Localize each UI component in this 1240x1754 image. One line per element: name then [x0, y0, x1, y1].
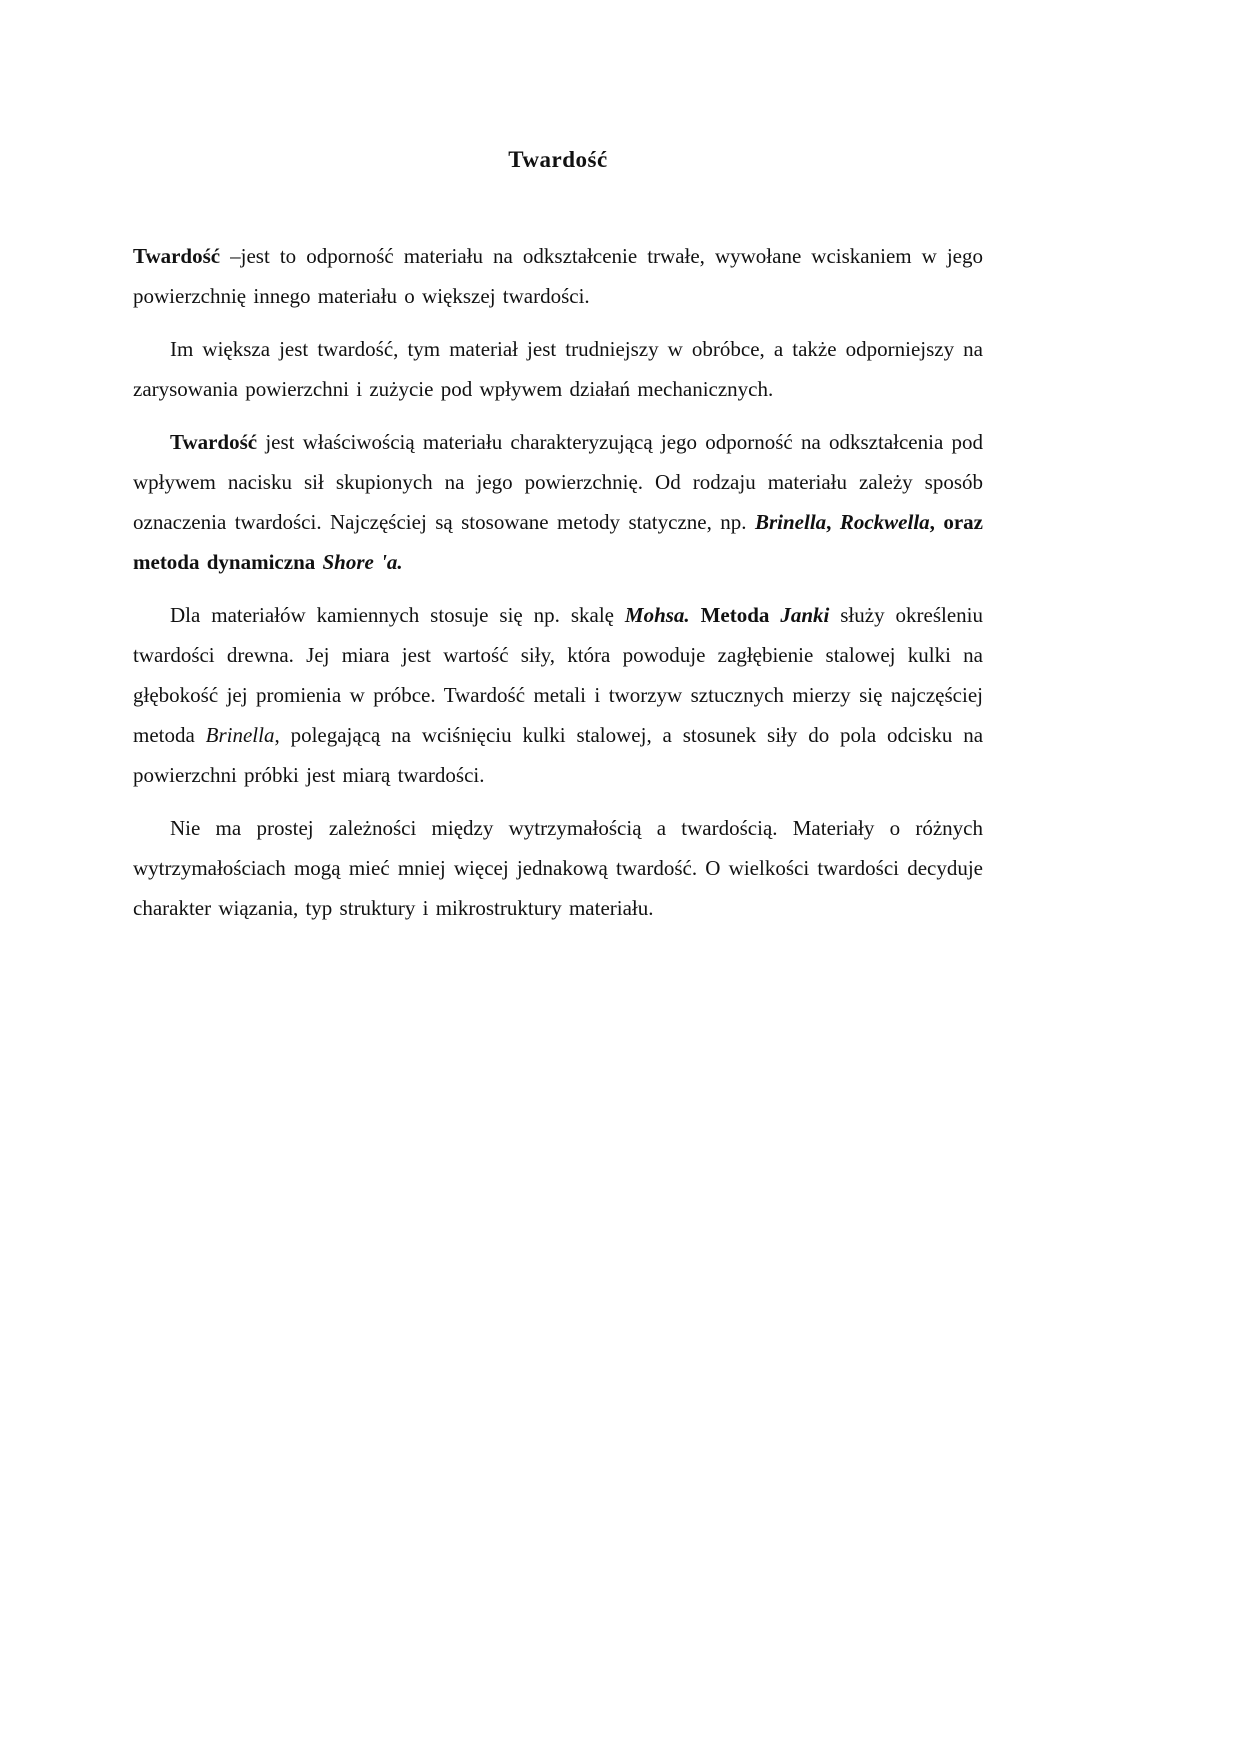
text-run: –jest to odporność materiału na odkształcenie trwałe, wywołane wciskaniem w jego powierzchnię innego materiału o większej twardości.: [133, 244, 983, 308]
text-run: Im większa jest twardość, tym materiał jest trudniejszy w obróbce, a także odporniejszy na zarysowania powierzchni i zużycie pod wpływem działań mechanicznych.: [133, 337, 983, 401]
paragraph: [133, 595, 983, 795]
text-run: Janki: [780, 603, 830, 627]
text-run: Mohsa.: [624, 603, 690, 627]
text-run: Nie ma prostej zależności między wytrzymałością a twardością. Materiały o różnych wytrzymałościach mogą mieć mniej więcej jednakową twardość. O wielkości twardości decyduje charakter wiązania, typ struktury i mikrostruktury materiału.: [133, 816, 983, 920]
text-run: Twardość: [133, 244, 221, 268]
text-run: Brinella: [205, 723, 275, 747]
text-run: Shore 'a.: [322, 550, 403, 574]
page-title: Twardość: [508, 147, 608, 172]
paragraph: [133, 422, 983, 582]
document-body: [133, 236, 983, 928]
text-run: służy określeniu twardości drewna. Jej miara jest wartość siły, która powoduje zagłębienie stalowej kulki na głębokość jej promienia w próbce. Twardość metali i tworzyw sztucznych mierzy się najczęściej metoda: [133, 603, 983, 747]
text-run: Twardość: [170, 430, 258, 454]
text-run: jest właściwością materiału charakteryzującą jego odporność na odkształcenia pod wpływem nacisku sił skupionych na jego powierzchnię. Od rodzaju materiału zależy sposób oznaczenia twardości. Najczęściej są stosowane metody statyczne, np.: [133, 430, 983, 534]
text-run: Rockwella: [839, 510, 930, 534]
paragraph: [133, 808, 983, 928]
text-run: , polegającą na wciśnięciu kulki stalowej, a stosunek siły do pola odcisku na powierzchni próbki jest miarą twardości.: [133, 723, 984, 787]
text-run: Brinella: [754, 510, 827, 534]
text-run: ,: [826, 510, 840, 534]
paragraph: [133, 236, 983, 316]
text-run: Dla materiałów kamiennych stosuje się np. skalę: [170, 603, 625, 627]
text-run: , oraz metoda dynamiczna: [133, 510, 983, 574]
paragraph: [133, 329, 983, 409]
text-run: Metoda: [689, 603, 781, 627]
